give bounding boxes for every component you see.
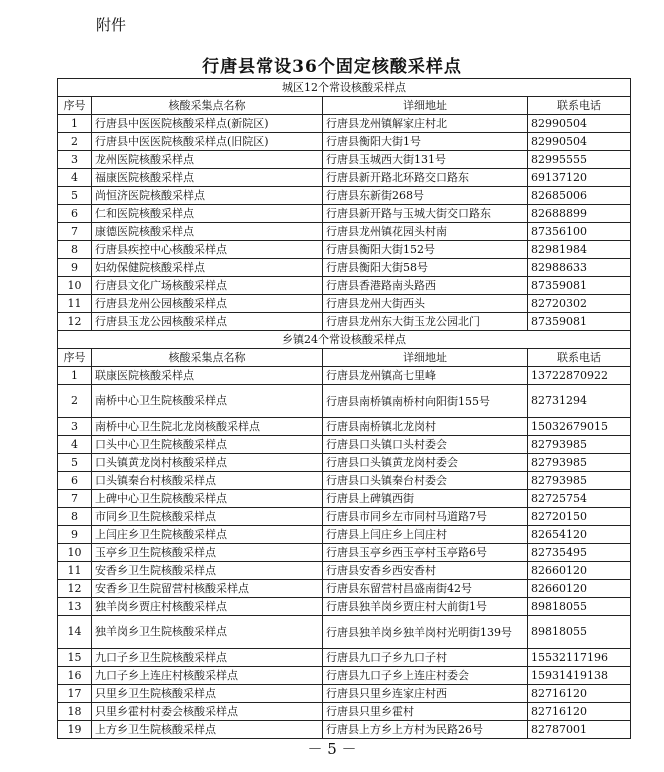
cell-addr: 行唐县玉亭乡西玉亭村玉亭路6号	[323, 544, 528, 562]
table-row	[58, 187, 631, 205]
cell-no: 6	[58, 205, 92, 223]
cell-addr: 行唐县上碑镇西街	[323, 490, 528, 508]
column-header-no: 序号	[58, 97, 92, 115]
column-header-row	[58, 349, 631, 367]
table-row	[58, 616, 631, 649]
cell-no: 2	[58, 385, 92, 418]
cell-no: 9	[58, 259, 92, 277]
cell-addr: 行唐县只里乡霍村	[323, 703, 528, 721]
cell-no: 2	[58, 133, 92, 151]
cell-addr: 行唐县新开路北环路交口路东	[323, 169, 528, 187]
cell-no: 10	[58, 544, 92, 562]
cell-tel: 82720302	[528, 295, 631, 313]
cell-tel: 82787001	[528, 721, 631, 739]
cell-no: 15	[58, 649, 92, 667]
urban-section-header	[58, 79, 631, 97]
cell-tel: 82660120	[528, 562, 631, 580]
column-header-addr: 详细地址	[323, 97, 528, 115]
table-row	[58, 259, 631, 277]
cell-no: 5	[58, 454, 92, 472]
cell-tel: 87359081	[528, 313, 631, 331]
cell-no: 10	[58, 277, 92, 295]
table-row	[58, 562, 631, 580]
cell-name: 行唐县疾控中心核酸采样点	[92, 241, 323, 259]
cell-tel: 82685006	[528, 187, 631, 205]
cell-tel: 87356100	[528, 223, 631, 241]
cell-tel: 82654120	[528, 526, 631, 544]
cell-tel: 82793985	[528, 454, 631, 472]
cell-addr: 行唐县独羊岗乡贾庄村大前街1号	[323, 598, 528, 616]
section-title: 城区12个常设核酸采样点	[58, 79, 631, 97]
cell-name: 联康医院核酸采样点	[92, 367, 323, 385]
cell-name: 上闫庄乡卫生院核酸采样点	[92, 526, 323, 544]
cell-no: 4	[58, 169, 92, 187]
column-header-no: 序号	[58, 349, 92, 367]
table-row	[58, 367, 631, 385]
table-row	[58, 418, 631, 436]
cell-no: 4	[58, 436, 92, 454]
table-row	[58, 454, 631, 472]
cell-name: 玉亭乡卫生院核酸采样点	[92, 544, 323, 562]
cell-name: 行唐县龙州公园核酸采样点	[92, 295, 323, 313]
table-row	[58, 205, 631, 223]
cell-name: 行唐县玉龙公园核酸采样点	[92, 313, 323, 331]
cell-no: 8	[58, 241, 92, 259]
table-row	[58, 721, 631, 739]
cell-name: 行唐县中医医院核酸采样点(旧院区)	[92, 133, 323, 151]
cell-no: 13	[58, 598, 92, 616]
cell-name: 只里乡卫生院核酸采样点	[92, 685, 323, 703]
cell-tel: 82731294	[528, 385, 631, 418]
table-row	[58, 649, 631, 667]
cell-tel: 15532117196	[528, 649, 631, 667]
table-row	[58, 241, 631, 259]
table-row	[58, 295, 631, 313]
cell-addr: 行唐县九口子乡九口子村	[323, 649, 528, 667]
column-header-tel: 联系电话	[528, 97, 631, 115]
cell-no: 6	[58, 472, 92, 490]
cell-tel: 69137120	[528, 169, 631, 187]
cell-addr: 行唐县口头镇秦台村委会	[323, 472, 528, 490]
cell-tel: 15032679015	[528, 418, 631, 436]
cell-addr: 行唐县龙州镇高七里峰	[323, 367, 528, 385]
cell-name: 行唐县文化广场核酸采样点	[92, 277, 323, 295]
cell-tel: 82990504	[528, 115, 631, 133]
cell-no: 17	[58, 685, 92, 703]
cell-tel: 89818055	[528, 598, 631, 616]
cell-name: 口头中心卫生院核酸采样点	[92, 436, 323, 454]
cell-addr: 行唐县东新街268号	[323, 187, 528, 205]
cell-name: 尚恒济医院核酸采样点	[92, 187, 323, 205]
cell-addr: 行唐县上方乡上方村为民路26号	[323, 721, 528, 739]
cell-name: 上碑中心卫生院核酸采样点	[92, 490, 323, 508]
cell-name: 口头镇秦台村核酸采样点	[92, 472, 323, 490]
cell-tel: 82990504	[528, 133, 631, 151]
cell-addr: 行唐县衡阳大街58号	[323, 259, 528, 277]
cell-addr: 行唐县玉城西大街131号	[323, 151, 528, 169]
cell-name: 九口子乡上连庄村核酸采样点	[92, 667, 323, 685]
section-title: 乡镇24个常设核酸采样点	[58, 331, 631, 349]
cell-no: 7	[58, 223, 92, 241]
cell-tel: 82981984	[528, 241, 631, 259]
cell-tel: 82660120	[528, 580, 631, 598]
cell-name: 上方乡卫生院核酸采样点	[92, 721, 323, 739]
cell-no: 8	[58, 508, 92, 526]
table-row	[58, 313, 631, 331]
table-row	[58, 385, 631, 418]
cell-addr: 行唐县香港路南头路西	[323, 277, 528, 295]
sampling-points-table	[57, 78, 631, 739]
cell-addr: 行唐县南桥镇南桥村向阳街155号	[323, 385, 528, 418]
cell-no: 12	[58, 313, 92, 331]
table-row	[58, 526, 631, 544]
column-header-name: 核酸采集点名称	[92, 349, 323, 367]
table-row	[58, 223, 631, 241]
table-row	[58, 115, 631, 133]
cell-name: 南桥中心卫生院核酸采样点	[92, 385, 323, 418]
cell-tel: 82720150	[528, 508, 631, 526]
table-row	[58, 490, 631, 508]
cell-no: 11	[58, 295, 92, 313]
cell-addr: 行唐县口头镇口头村委会	[323, 436, 528, 454]
cell-addr: 行唐县南桥镇北龙岗村	[323, 418, 528, 436]
page-number: － 5 －	[307, 740, 357, 758]
cell-addr: 行唐县独羊岗乡独羊岗村光明街139号	[323, 616, 528, 649]
cell-tel: 82735495	[528, 544, 631, 562]
cell-name: 康德医院核酸采样点	[92, 223, 323, 241]
cell-addr: 行唐县只里乡连家庄村西	[323, 685, 528, 703]
cell-addr: 行唐县龙州东大街玉龙公园北门	[323, 313, 528, 331]
cell-addr: 行唐县龙州镇解家庄村北	[323, 115, 528, 133]
cell-addr: 行唐县衡阳大街1号	[323, 133, 528, 151]
cell-no: 14	[58, 616, 92, 649]
cell-name: 安香乡卫生院留营村核酸采样点	[92, 580, 323, 598]
cell-name: 九口子乡卫生院核酸采样点	[92, 649, 323, 667]
cell-tel: 13722870922	[528, 367, 631, 385]
cell-name: 福康医院核酸采样点	[92, 169, 323, 187]
cell-name: 行唐县中医医院核酸采样点(新院区)	[92, 115, 323, 133]
cell-addr: 行唐县上闫庄乡上闫庄村	[323, 526, 528, 544]
cell-no: 19	[58, 721, 92, 739]
table-row	[58, 544, 631, 562]
cell-tel: 82793985	[528, 472, 631, 490]
cell-no: 3	[58, 418, 92, 436]
cell-tel: 82688899	[528, 205, 631, 223]
cell-addr: 行唐县东留营村昌盛南街42号	[323, 580, 528, 598]
cell-addr: 行唐县衡阳大街152号	[323, 241, 528, 259]
cell-name: 仁和医院核酸采样点	[92, 205, 323, 223]
cell-tel: 82793985	[528, 436, 631, 454]
table-row	[58, 169, 631, 187]
cell-name: 市同乡卫生院核酸采样点	[92, 508, 323, 526]
cell-tel: 82988633	[528, 259, 631, 277]
cell-name: 独羊岗乡卫生院核酸采样点	[92, 616, 323, 649]
table-row	[58, 151, 631, 169]
table-row	[58, 472, 631, 490]
table-row	[58, 580, 631, 598]
table-row	[58, 703, 631, 721]
column-header-name: 核酸采集点名称	[92, 97, 323, 115]
cell-tel: 82716120	[528, 685, 631, 703]
table-row	[58, 133, 631, 151]
cell-no: 3	[58, 151, 92, 169]
column-header-tel: 联系电话	[528, 349, 631, 367]
cell-name: 安香乡卫生院核酸采样点	[92, 562, 323, 580]
cell-no: 11	[58, 562, 92, 580]
cell-addr: 行唐县口头镇黄龙岗村委会	[323, 454, 528, 472]
cell-name: 口头镇黄龙岗村核酸采样点	[92, 454, 323, 472]
cell-name: 只里乡霍村村委会核酸采样点	[92, 703, 323, 721]
cell-tel: 15931419138	[528, 667, 631, 685]
cell-no: 9	[58, 526, 92, 544]
cell-tel: 82995555	[528, 151, 631, 169]
cell-addr: 行唐县九口子乡上连庄村委会	[323, 667, 528, 685]
cell-addr: 行唐县新开路与玉城大街交口路东	[323, 205, 528, 223]
township-section-header	[58, 331, 631, 349]
table-row	[58, 277, 631, 295]
cell-tel: 87359081	[528, 277, 631, 295]
cell-addr: 行唐县龙州大街西头	[323, 295, 528, 313]
table-row	[58, 436, 631, 454]
cell-addr: 行唐县安香乡西安香村	[323, 562, 528, 580]
cell-no: 5	[58, 187, 92, 205]
cell-no: 18	[58, 703, 92, 721]
cell-no: 16	[58, 667, 92, 685]
document-title: 行唐县常设36个固定核酸采样点	[202, 57, 462, 77]
cell-no: 7	[58, 490, 92, 508]
cell-name: 独羊岗乡贾庄村核酸采样点	[92, 598, 323, 616]
cell-name: 南桥中心卫生院北龙岗核酸采样点	[92, 418, 323, 436]
table-row	[58, 667, 631, 685]
cell-name: 妇幼保健院核酸采样点	[92, 259, 323, 277]
cell-no: 12	[58, 580, 92, 598]
column-header-addr: 详细地址	[323, 349, 528, 367]
table-row	[58, 598, 631, 616]
cell-no: 1	[58, 115, 92, 133]
cell-tel: 82716120	[528, 703, 631, 721]
cell-no: 1	[58, 367, 92, 385]
table-row	[58, 508, 631, 526]
attachment-label: 附件	[96, 16, 127, 34]
cell-addr: 行唐县龙州镇花园头村南	[323, 223, 528, 241]
column-header-row	[58, 97, 631, 115]
cell-tel: 82725754	[528, 490, 631, 508]
cell-name: 龙州医院核酸采样点	[92, 151, 323, 169]
cell-addr: 行唐县市同乡左市同村马道路7号	[323, 508, 528, 526]
cell-tel: 89818055	[528, 616, 631, 649]
table-row	[58, 685, 631, 703]
